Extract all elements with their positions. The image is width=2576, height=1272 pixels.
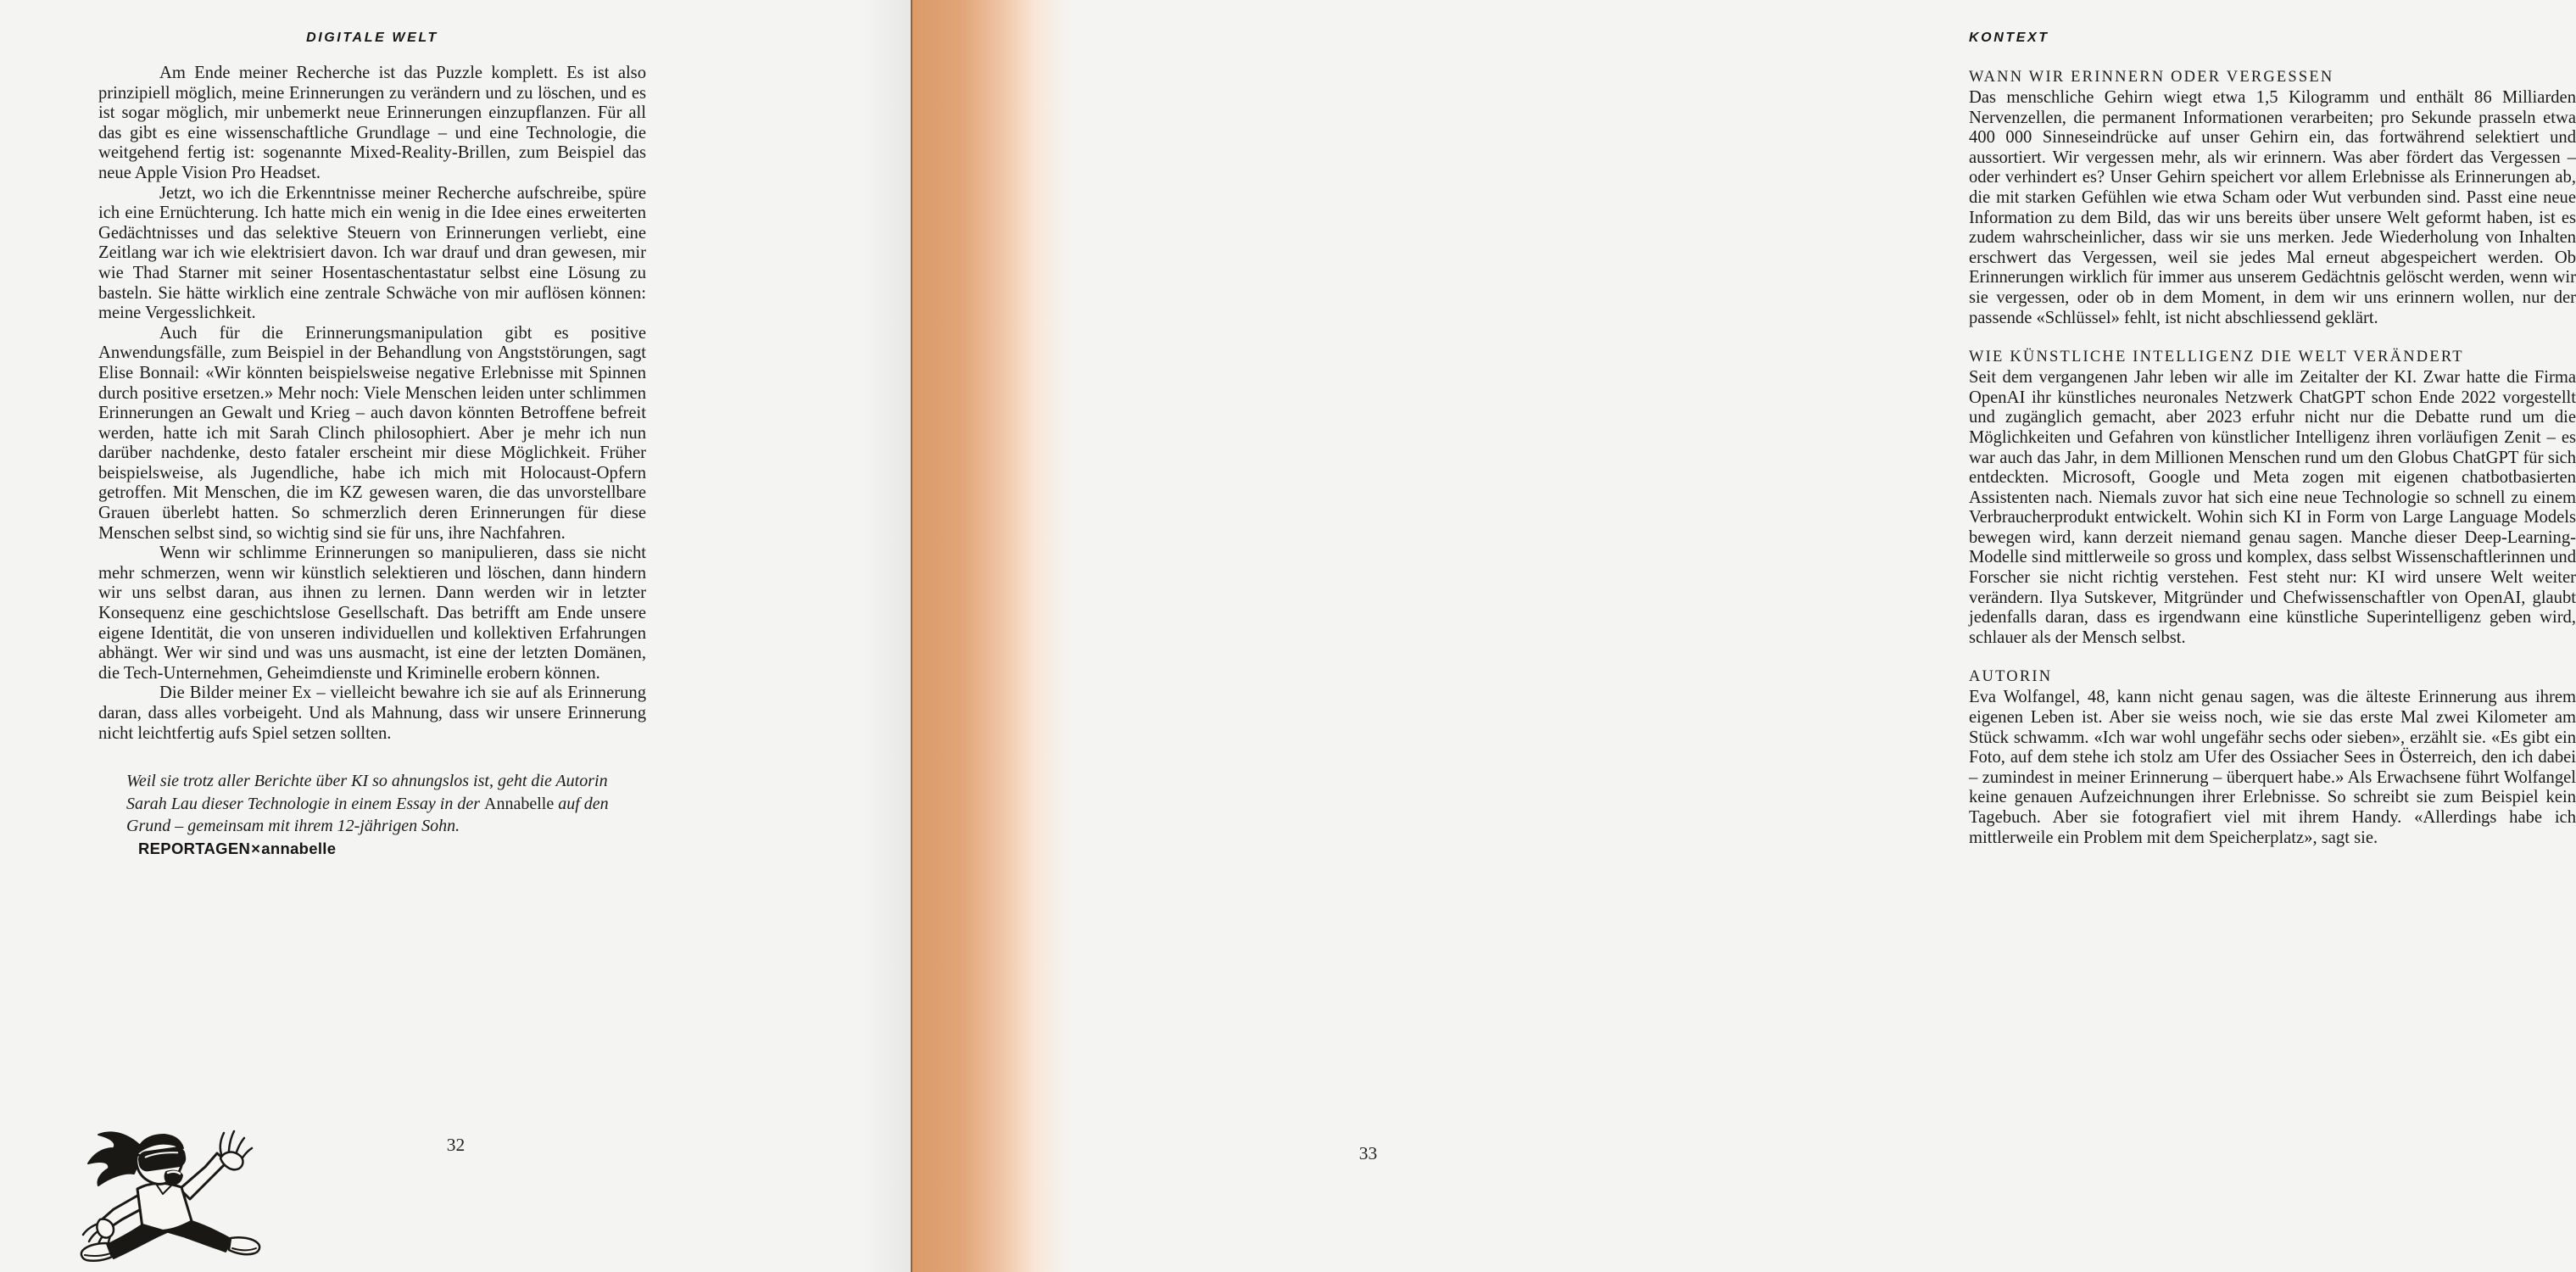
article-body [98,64,646,744]
left-text-column [98,31,646,860]
section-body: Eva Wolfangel, 48, kann nicht genau sagen, was die älteste Erinnerung aus ihrem eigenen Leben ist. Aber sie weiss noch, wie sie das erste Mal zwei Kilometer am Stück schwamm. «Ich war wohl ungefähr sechs oder sieben», erzählt sie. «Es gibt ein Foto, auf dem stehe ich stolz am Ufer des Ossiacher Sees in Österreich, den ich dabei – zumindest in meiner Erinnerung – überquert habe.» Als Erwachsene führt Wolfangel keine genauen Aufzeichnungen ihrer Erlebnisse. So schreibt sie zum Beispiel kein Tagebuch. Aber sie fotografiert viel mit ihrem Handy. «Allerdings habe ich mittlerweile ein Problem mit dem Speicherplatz», sagt sie. [1969,688,2576,847]
right-text-column [1969,31,2576,866]
left-page [0,0,912,1272]
left-page-kicker: DIGITALE WELT [306,31,438,45]
outro-text: auf den Grund – gemeinsam mit ihrem 12-jährigen Sohn. [126,794,609,836]
outro-magazine-name: Annabelle [484,794,555,813]
spine-gradient [912,0,1070,1272]
context-section [1969,666,2576,848]
article-paragraph: Am Ende meiner Recherche ist das Puzzle komplett. Es ist also prinzipiell möglich, meine Erinnerungen zu verändern und zu löschen, und es ist sogar möglich, mir unbemerkt neue Erinnerungen einzupflanzen. Für all das gibt es eine wissenschaftliche Grundlage – und eine Technologie, die weitgehend fertig ist: sogenannte Mixed-Reality-Brillen, zum Beispiel das neue Apple Vision Pro Headset. [98,64,646,182]
right-page-kicker: KONTEXT [1969,31,2049,45]
article-paragraph: Auch für die Erinnerungsmanipulation gibt es positive Anwendungsfälle, zum Beispiel in der Behandlung von Angststörungen, sagt Elise Bonnail: «Wir könnten beispielsweise negative Erlebnisse mit Spinnen durch positive ersetzen.» Mehr noch: Viele Menschen leiden unter schlimmen Erinnerungen an Gewalt und Krieg – auch davon könnten Betroffene befreit werden, hatte ich mit Sarah Clinch philosophiert. Aber je mehr ich nun darüber nachdenke, desto fataler erscheint mir diese Möglichkeit. Früher beispielsweise, als Jugendliche, habe ich mich mit Holocaust-Opfern getroffen. Mit Menschen, die im KZ gewesen waren, die das unvorstellbare Grauen überlebt hatten. So schmerzlich deren Erinnerungen für diese Menschen selbst sind, so wichtig sind sie für uns, ihre Nachfahren. [98,323,646,543]
reportagen-annabelle-logo [126,840,336,857]
article-paragraph: Wenn wir schlimme Erinnerungen so manipulieren, dass sie nicht mehr schmerzen, wenn wir künstlich selektieren und löschen, dann hindern wir uns selbst daran, aus ihnen zu lernen. Dann werden wir in letzter Konsequenz eine geschichtslose Gesellschaft. Das betrifft am Ende unsere eigene Identität, die von unseren individuellen und kollektiven Erfahrungen abhängt. Wer wir sind und was uns ausmacht, ist eine der letzten Domänen, die Tech-Unternehmen, Geheimdienste und Kriminelle erobern können. [98,544,646,683]
outro-text: Weil sie trotz aller Berichte über KI so ahnungslos ist, geht die Autorin Sarah Lau dieser Technologie in einem Essay in der [126,772,608,813]
context-section [1969,66,2576,328]
section-heading: AUTORIN [1969,668,2053,686]
section-heading: WANN WIR ERINNERN ODER VERGESSEN [1969,69,2334,86]
section-body: Seit dem vergangenen Jahr leben wir alle im Zeitalter der KI. Zwar hatte die Firma OpenAI ihr künstliches neuronales Netzwerk ChatGPT schon Ende 2022 vorgestellt und zugänglich gemacht, aber 2023 erfuhr nicht nur die Debatte rund um die Möglichkeiten und Gefahren von künstlicher Intelligenz ihren vorläufigen Zenit – es war auch das Jahr, in dem Millionen Menschen rund um den Globus ChatGPT für sich entdeckten. Microsoft, Google und Meta zogen mit eigenen chatbotbasierten Assistenten nach. Niemals zuvor hat sich eine neue Technologie so schnell zu einem Verbraucherprodukt entwickelt. Wohin sich KI in Form von Large Language Models bewegen wird, kann derzeit niemand genau sagen. Manche dieser Deep-Learning-Modelle sind mittlerweile so gross und komplex, dass selbst Wissenschaftlerinnen und Forscher sie nicht richtig verstehen. Fest steht nur: KI wird unsere Welt weiter verändern. Ilya Sutskever, Mitgründer und Chefwissenschaftler von OpenAI, glaubt jedenfalls daran, dass es irgendwann eine künstliche Superintelligenz geben wird, schlauer als der Mensch selbst. [1969,368,2576,647]
logo-x-icon: × [251,839,261,857]
logo-reportagen: REPORTAGEN [138,839,251,857]
article-paragraph: Jetzt, wo ich die Erkenntnisse meiner Recherche aufschreibe, spüre ich eine Ernüchterung. Ich hatte mich ein wenig in die Idee eines erweiterten Gedächtnisses und das selektive Steuern von Erinnerungen verliebt, eine Zeitlang war ich wie elektrisiert davon. Ich war drauf und dran gewesen, mir wie Thad Starner mit seiner Hosentaschentastatur selbst eine Lösung zu basteln. Sie hätte wirklich eine zentrale Schwäche von mir auflösen können: meine Vergesslichkeit. [98,183,646,323]
vr-person-leaping-illustration [78,1118,292,1272]
spine-edge-line [911,0,912,1272]
section-body: Das menschliche Gehirn wiegt etwa 1,5 Kilogramm und enthält 86 Milliarden Nervenzellen, die permanent Informationen verarbeiten; pro Sekunde prasseln etwa 400 000 Sinneseindrücke auf unser Gehirn ein, das fortwährend selektiert und aussortiert. Wir vergessen mehr, als wir erinnern. Was aber fördert das Vergessen – oder verhindert es? Unser Gehirn speichert vor allem Erlebnisse als Erinnerungen ab, die mit starken Gefühlen wie etwa Scham oder Wut verbunden sind. Passt eine neue Information zu dem Bild, das wir uns bereits über unsere Welt geformt haben, ist es zudem wahrscheinlicher, dass wir sie uns merken. Jede Wiederholung von Inhalten erschwert das Vergessen, weil sie jedes Mal erneut abgespeichert werden. Ob Erinnerungen wirklich für immer aus unserem Gedächtnis gelöscht werden, wenn wir sie vergessen, oder ob in dem Moment, in dem wir uns erinnern wollen, nur der passende «Schlüssel» fehlt, ist nicht abschliessend geklärt. [1969,88,2576,327]
page-number-right: 33 [1358,1143,1378,1163]
article-paragraph: Die Bilder meiner Ex – vielleicht bewahre ich sie auf als Erinnerung daran, dass alles vorbeigeht. Und als Mahnung, dass wir unsere Erinnerung nicht leichtfertig aufs Spiel setzen sollten. [98,683,646,743]
section-heading: WIE KÜNSTLICHE INTELLIGENZ DIE WELT VERÄNDERT [1969,349,2464,366]
logo-annabelle: annabelle [261,839,337,857]
context-section [1969,346,2576,648]
article-outro [98,770,646,860]
page-number-left: 32 [446,1135,466,1155]
